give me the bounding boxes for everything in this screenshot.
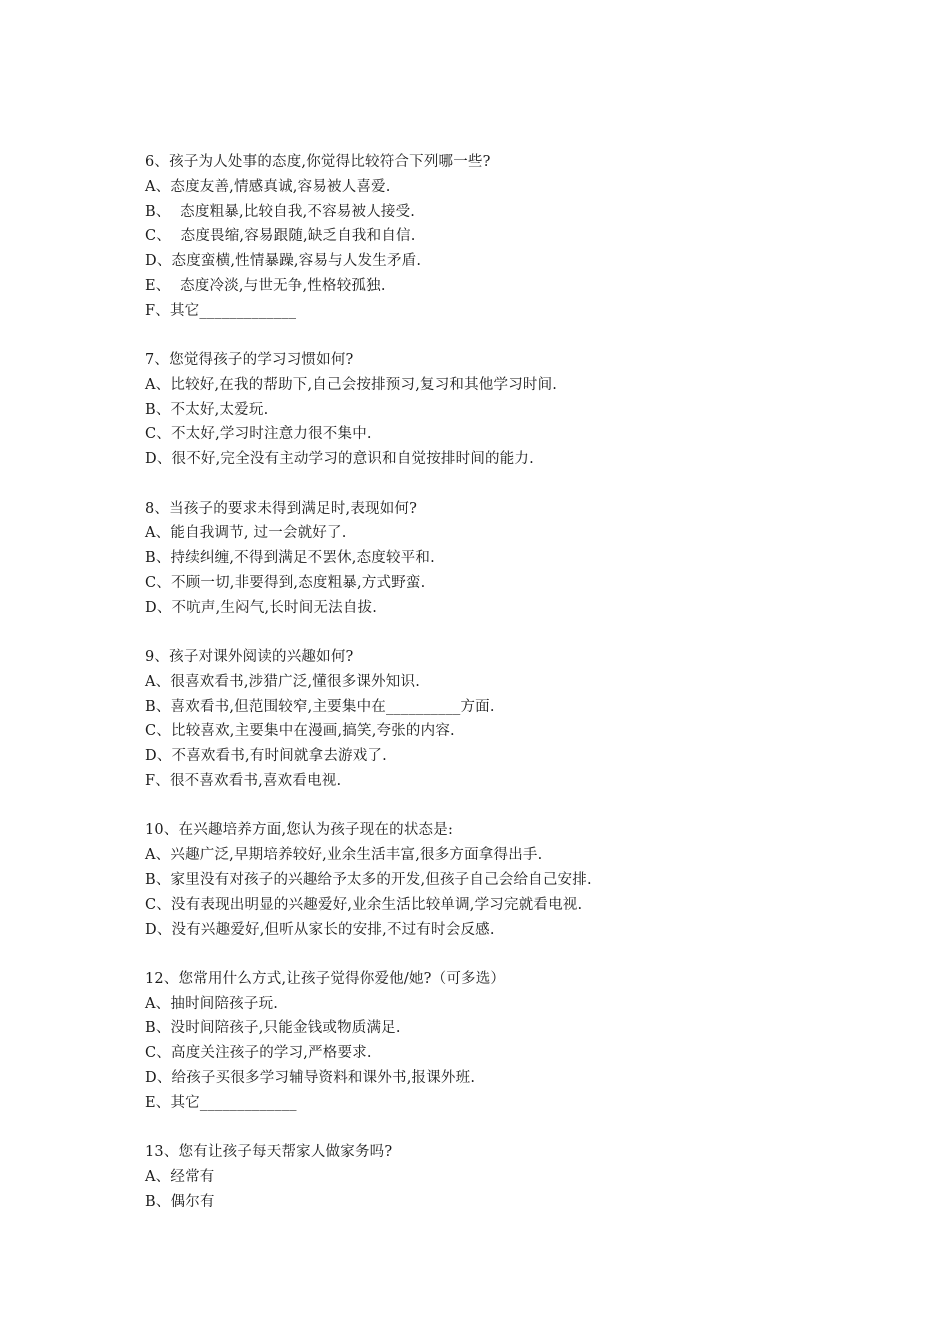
option-d: D、态度蛮横,性情暴躁,容易与人发生矛盾.: [145, 253, 422, 270]
question-title: 9、孩子对课外阅读的兴趣如何?: [145, 649, 354, 666]
question-13: [145, 1140, 845, 1214]
option-a: A、经常有: [145, 1168, 215, 1185]
option-b: B、不太好,太爱玩.: [145, 401, 269, 418]
survey-page: [145, 150, 845, 1239]
option-a: A、比较好,在我的帮助下,自己会按排预习,复习和其他学习时间.: [145, 376, 558, 393]
option-d: D、不吭声,生闷气,长时间无法自拔.: [145, 599, 378, 616]
option-d: D、给孩子买很多学习辅导资料和课外书,报课外班.: [145, 1070, 476, 1086]
option-d: D、没有兴趣爱好,但听从家长的安排,不过有时会反感.: [145, 921, 495, 938]
option-a: A、兴趣广泛,早期培养较好,业余生活丰富,很多方面拿得出手.: [145, 847, 543, 864]
question-title: 6、孩子为人处事的态度,你觉得比较符合下列哪一些?: [145, 154, 491, 170]
option-a: A、态度友善,情感真诚,容易被人喜爱.: [145, 178, 391, 195]
option-a: A、能自我调节, 过一会就好了.: [145, 525, 347, 542]
option-e: E、 态度冷淡,与世无争,性格较孤独.: [145, 277, 386, 294]
option-c: C、不太好,学习时注意力很不集中.: [145, 426, 372, 443]
option-b: B、家里没有对孩子的兴趣给予太多的开发,但孩子自己会给自己安排.: [145, 871, 592, 888]
option-b: B、没时间陪孩子,只能金钱或物质满足.: [145, 1020, 401, 1037]
option-b: B、偶尔有: [145, 1193, 215, 1210]
question-title: 13、您有让孩子每天帮家人做家务吗?: [145, 1144, 393, 1161]
option-f: F、其它_____________: [145, 302, 297, 319]
option-b: B、喜欢看书,但范围较窄,主要集中在__________方面.: [145, 698, 495, 715]
option-b: B、持续纠缠,不得到满足不罢休,态度较平和.: [145, 550, 435, 567]
question-7: [145, 348, 845, 472]
option-d: D、不喜欢看书,有时间就拿去游戏了.: [145, 748, 387, 765]
question-12: [145, 967, 845, 1116]
question-10: [145, 818, 845, 942]
option-c: C、高度关注孩子的学习,严格要求.: [145, 1045, 372, 1062]
option-c: C、 态度畏缩,容易跟随,缺乏自我和自信.: [145, 228, 416, 245]
option-e: E、其它_____________: [145, 1094, 297, 1111]
option-a: A、很喜欢看书,涉猎广泛,懂很多课外知识.: [145, 673, 420, 690]
option-d: D、很不好,完全没有主动学习的意识和自觉按排时间的能力.: [145, 451, 534, 468]
option-a: A、抽时间陪孩子玩.: [145, 995, 279, 1012]
option-b: B、 态度粗暴,比较自我,不容易被人接受.: [145, 203, 416, 220]
question-9: [145, 645, 845, 794]
question-title: 12、您常用什么方式,让孩子觉得你爱他/她?（可多选）: [145, 970, 506, 987]
question-title: 7、您觉得孩子的学习习惯如何?: [145, 352, 354, 369]
option-f: F、很不喜欢看书,喜欢看电视.: [145, 773, 342, 790]
option-c: C、没有表现出明显的兴趣爱好,业余生活比较单调,学习完就看电视.: [145, 896, 583, 913]
option-c: C、比较喜欢,主要集中在漫画,搞笑,夸张的内容.: [145, 723, 455, 740]
question-title: 10、在兴趣培养方面,您认为孩子现在的状态是:: [145, 822, 454, 839]
option-c: C、不顾一切,非要得到,态度粗暴,方式野蛮.: [145, 574, 426, 591]
question-6: [145, 150, 845, 324]
question-8: [145, 497, 845, 621]
question-title: 8、当孩子的要求未得到满足时,表现如何?: [145, 500, 418, 517]
